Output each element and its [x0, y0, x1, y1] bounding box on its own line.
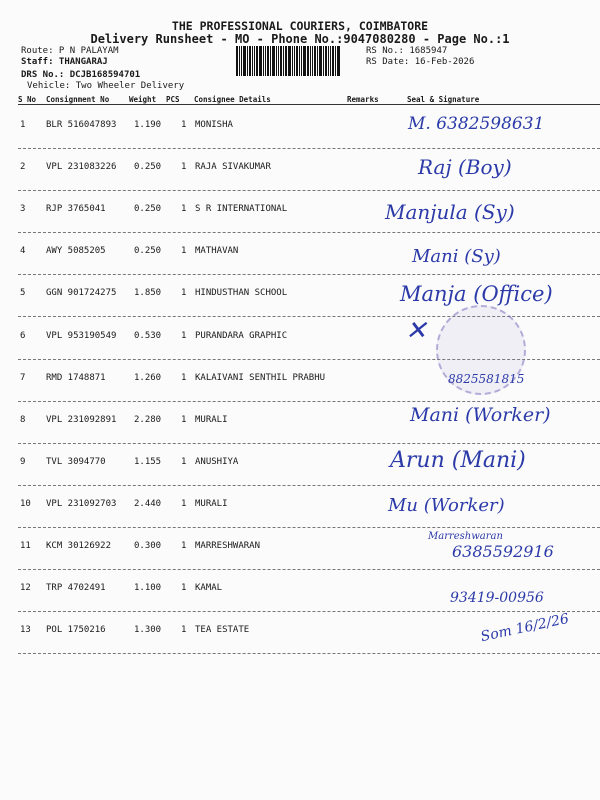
route-label: Route: P N PALAYAM [21, 46, 119, 56]
row-consignment-no: VPL 231092703 [46, 498, 117, 509]
signature-row-9: Arun (Mani) [390, 448, 526, 473]
row-consignee: ANUSHIYA [195, 456, 239, 467]
row-sno: 5 [20, 288, 26, 299]
row-divider [18, 653, 600, 654]
row-pcs: 1 [181, 372, 187, 383]
row-weight: 0.530 [134, 330, 162, 341]
runsheet-subtitle: Delivery Runsheet - MO - Phone No.:9047080280 - Page No.:1 [90, 32, 510, 46]
row-consignment-no: VPL 231083226 [46, 162, 117, 173]
row-sno: 4 [20, 246, 26, 257]
row-consignee: MURALI [195, 498, 228, 509]
row-consignee: KAMAL [195, 583, 223, 594]
row-sno: 7 [20, 372, 26, 383]
row-sno: 2 [20, 162, 26, 173]
row-pcs: 1 [181, 498, 187, 509]
row-pcs: 1 [181, 541, 187, 551]
signature-row-11-name: Marreshwaran [428, 531, 503, 542]
row-weight: 1.155 [134, 456, 162, 467]
row-consignee: MONISHA [195, 120, 233, 130]
signature-row-1: M. 6382598631 [408, 114, 545, 134]
row-weight: 0.250 [134, 204, 162, 215]
row-sno: 8 [20, 414, 26, 425]
row-consignee: MATHAVAN [195, 246, 239, 257]
barcode [236, 46, 360, 76]
row-sno: 10 [20, 498, 31, 509]
row-sno: 13 [20, 625, 31, 636]
row-consignee: KALAIVANI SENTHIL PRABHU [195, 372, 326, 383]
col-consignment: Consignment No [46, 95, 110, 104]
row-sno: 12 [20, 583, 31, 594]
row-consignee: PURANDARA GRAPHIC [195, 330, 288, 341]
row-pcs: 1 [181, 162, 187, 173]
row-consignee: HINDUSTHAN SCHOOL [195, 288, 288, 299]
signature-row-2: Raj (Boy) [418, 155, 512, 179]
row-weight: 1.260 [134, 372, 162, 383]
table-row [18, 148, 600, 190]
row-pcs: 1 [181, 583, 187, 594]
row-consignment-no: RJP 3765041 [46, 204, 106, 215]
rs-number: RS No.: 1685947 [366, 46, 448, 56]
signature-row-5: Manja (Office) [400, 282, 553, 306]
signature-row-7: 8825581815 [448, 372, 525, 386]
table-row [18, 232, 600, 274]
signature-row-11-phone: 6385592916 [452, 542, 554, 561]
row-weight: 1.300 [134, 625, 162, 636]
signature-row-4: Mani (Sy) [412, 246, 501, 267]
row-pcs: 1 [181, 414, 187, 425]
header-divider [18, 104, 600, 105]
col-weight: Weight [129, 95, 157, 104]
row-pcs: 1 [181, 456, 187, 467]
row-consignee: S R INTERNATIONAL [195, 204, 288, 215]
company-title: THE PROFESSIONAL COURIERS, COIMBATORE [171, 19, 429, 33]
col-sno: S No [18, 95, 37, 104]
row-weight: 2.440 [134, 498, 162, 509]
col-pcs: PCS [166, 95, 180, 104]
row-consignment-no: BLR 516047893 [46, 120, 117, 130]
row-weight: 1.100 [134, 583, 162, 594]
row-consignment-no: POL 1750216 [46, 625, 106, 636]
row-weight: 1.850 [134, 288, 162, 299]
row-consignee: MARRESHWARAN [195, 541, 261, 551]
row-pcs: 1 [181, 330, 187, 341]
col-consignee: Consignee Details [194, 95, 271, 104]
rs-date: RS Date: 16-Feb-2026 [366, 57, 475, 67]
vehicle-label: Vehicle: Two Wheeler Delivery [27, 81, 185, 91]
row-consignment-no: AWY 5085205 [46, 246, 106, 257]
drs-number: DRS No.: DCJB168594701 [21, 70, 141, 80]
row-consignee: MURALI [195, 414, 228, 425]
signature-row-8: Mani (Worker) [410, 404, 551, 426]
row-weight: 0.250 [134, 162, 162, 173]
signature-row-6-mark: ✕ [405, 316, 427, 346]
row-consignee: RAJA SIVAKUMAR [195, 162, 271, 173]
signature-row-13: Som 16/2/26 [479, 610, 571, 646]
row-weight: 1.190 [134, 120, 162, 130]
row-consignment-no: TRP 4702491 [46, 583, 106, 594]
signature-row-3: Manjula (Sy) [385, 200, 515, 224]
row-sno: 1 [20, 120, 26, 130]
row-consignment-no: GGN 901724275 [46, 288, 117, 299]
row-consignment-no: KCM 30126922 [46, 541, 112, 551]
row-consignment-no: VPL 231092891 [46, 414, 117, 425]
row-pcs: 1 [181, 120, 187, 130]
staff-label: Staff: THANGARAJ [21, 57, 108, 67]
row-sno: 9 [20, 456, 26, 467]
signature-row-10: Mu (Worker) [388, 495, 505, 516]
row-consignment-no: RMD 1748871 [46, 372, 106, 383]
row-pcs: 1 [181, 204, 187, 215]
row-weight: 0.300 [134, 541, 162, 551]
col-seal-signature: Seal & Signature [407, 95, 480, 104]
row-weight: 0.250 [134, 246, 162, 257]
signature-row-12: 93419-00956 [450, 590, 544, 606]
row-sno: 11 [20, 541, 31, 551]
row-weight: 2.280 [134, 414, 162, 425]
table-row [18, 485, 600, 527]
row-pcs: 1 [181, 246, 187, 257]
col-remarks: Remarks [347, 95, 379, 104]
row-consignment-no: TVL 3094770 [46, 456, 106, 467]
row-consignee: TEA ESTATE [195, 625, 250, 636]
row-pcs: 1 [181, 625, 187, 636]
row-pcs: 1 [181, 288, 187, 299]
row-consignment-no: VPL 953190549 [46, 330, 117, 341]
row-sno: 3 [20, 204, 26, 215]
row-sno: 6 [20, 330, 26, 341]
